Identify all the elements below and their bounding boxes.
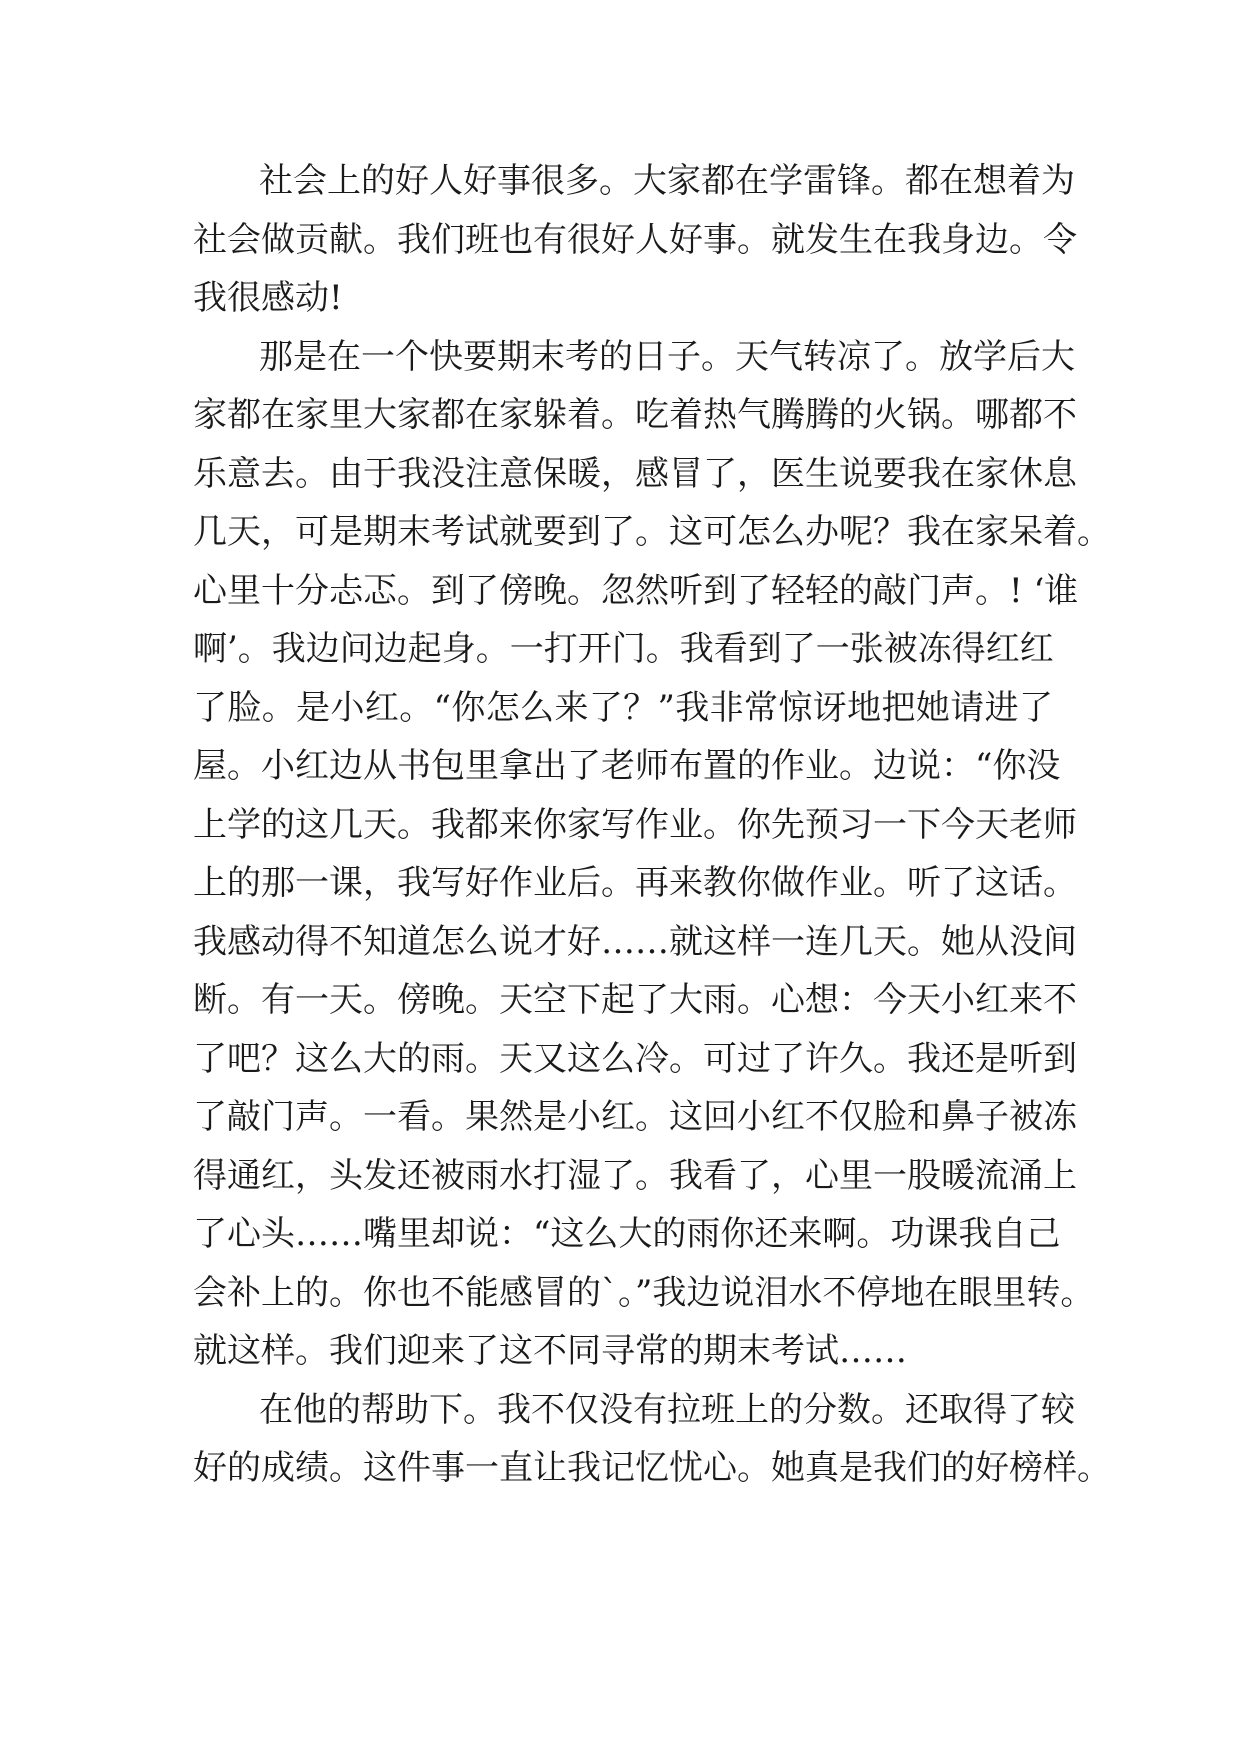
paragraph-2 [193,328,1111,1381]
paragraph-line: 了敲门声。一看。果然是小红。这回小红不仅脸和鼻子被冻 [193,1097,1077,1137]
paragraph-line: 会补上的。你也不能感冒的`。”我边说泪水不停地在眼里转。 [193,1272,1095,1313]
paragraph-line: 家都在家里大家都在家躲着。吃着热气腾腾的火锅。哪都不 [193,395,1077,435]
paragraph-line: 在他的帮助下。我不仅没有拉班上的分数。还取得了较 [259,1389,1075,1430]
paragraph-line: 那是在一个快要期末考的日子。天气转凉了。放学后大 [259,336,1075,377]
paragraph-line: 社会做贡献。我们班也有很好人好事。就发生在我身边。令 [193,219,1077,260]
paragraph-line: 上学的这几天。我都来你家写作业。你先预习一下今天老师 [193,804,1077,845]
paragraph-line: 心里十分忐忑。到了傍晚。忽然听到了轻轻的敲门声。! ‘谁 [193,570,1079,611]
paragraph-line: 社会上的好人好事很多。大家都在学雷锋。都在想着为 [259,161,1075,201]
paragraph-line: 乐意去。由于我没注意保暖，感冒了，医生说要我在家休息 [193,453,1077,494]
paragraph-1 [193,152,1077,328]
paragraph-3 [193,1381,1111,1498]
paragraph-line: 就这样。我们迎来了这不同寻常的期末考试…… [193,1331,907,1371]
paragraph-line: 我感动得不知道怎么说才好……就这样一连几天。她从没间 [193,921,1077,962]
paragraph-line: 了脸。是小红。“你怎么来了？”我非常惊讶地把她请进了 [193,687,1053,728]
paragraph-line: 上的那一课，我写好作业后。再来教你做作业。听了这话。 [193,863,1077,903]
paragraph-line: 啊’。我边问边起身。一打开门。我看到了一张被冻得红红 [193,629,1054,669]
paragraph-line: 我很感动! [193,278,343,318]
essay-body [193,152,1111,1498]
paragraph-line: 屋。小红边从书包里拿出了老师布置的作业。边说：“你没 [193,746,1061,786]
paragraph-line: 了心头……嘴里却说：“这么大的雨你还来啊。功课我自己 [193,1214,1061,1254]
paragraph-line: 了吧？这么大的雨。天又这么冷。可过了许久。我还是听到 [193,1038,1077,1079]
paragraph-line: 得通红，头发还被雨水打湿了。我看了，心里一股暖流涌上 [193,1155,1077,1196]
paragraph-line: 断。有一天。傍晚。天空下起了大雨。心想：今天小红来不 [193,980,1077,1020]
paragraph-line: 好的成绩。这件事一直让我记忆忧心。她真是我们的好榜样。 [193,1448,1111,1488]
paragraph-line: 几天，可是期末考试就要到了。这可怎么办呢？我在家呆着。 [193,512,1111,552]
